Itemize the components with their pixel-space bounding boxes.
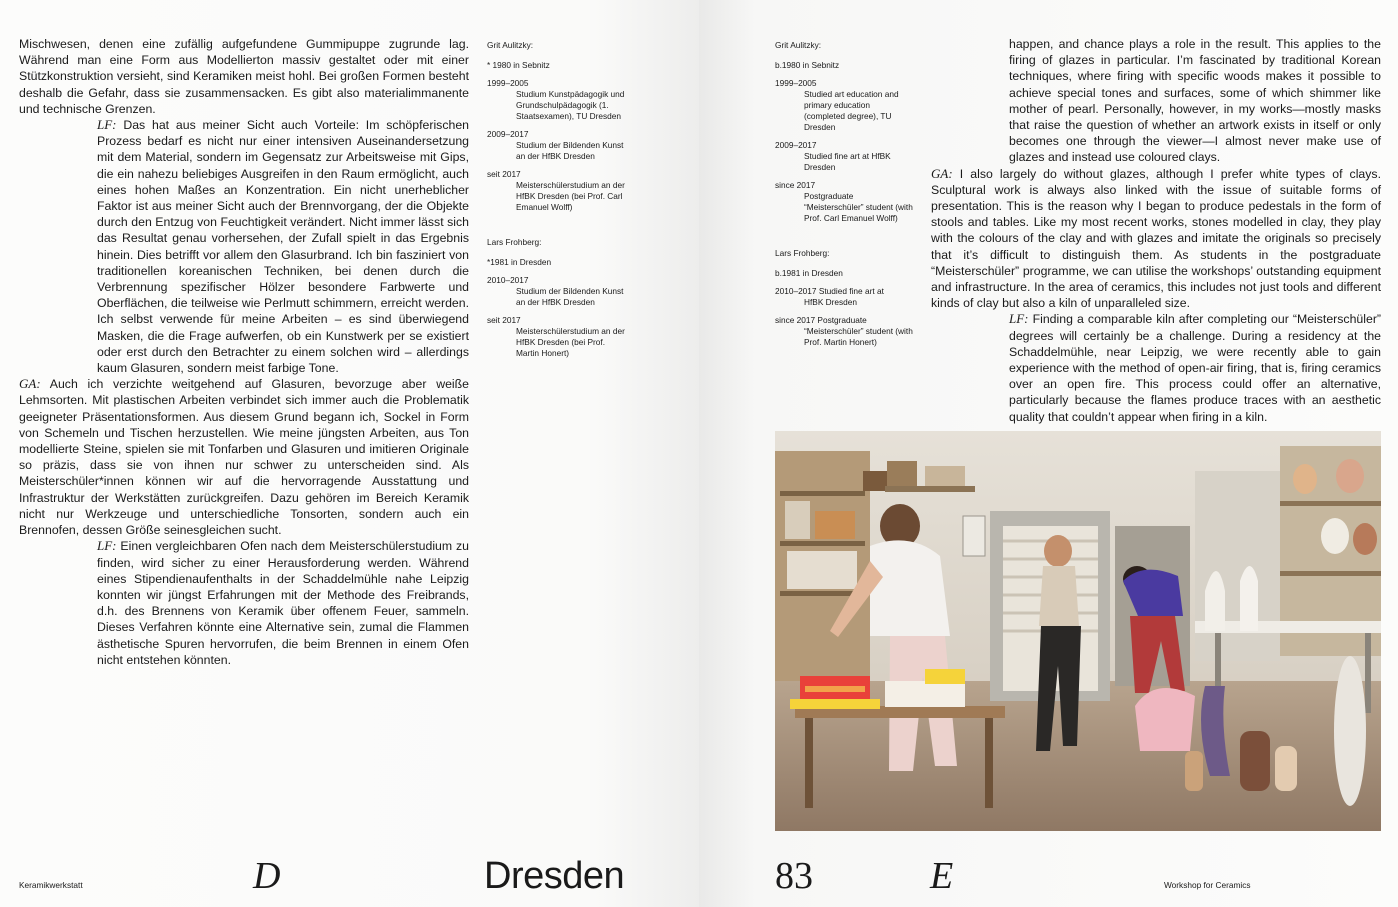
- bio-entry: [487, 129, 625, 162]
- bio-years: seit 2017: [487, 169, 521, 179]
- left-bio-column: [487, 40, 625, 366]
- bio-years: since 2017 Postgraduate: [775, 315, 867, 325]
- paragraph-text: Mischwesen, denen eine zufällig aufgefundene Gummipuppe zugrunde lag. Während man eine Form aus Modellierton massiv gestaltet oder mit einer Stützkonstruktion versieht, sind Keramiken meist hohl. Bei großen Formen besteht deshalb die Gefahr, dass sie zusammensacken. Es gibt also materialimmanente und technische Grenzen.: [19, 37, 469, 116]
- bio-name: Lars Frohberg:: [775, 248, 830, 258]
- page-number: 83: [775, 855, 813, 897]
- bio-entry: [775, 180, 913, 224]
- bio-birth: b.1980 in Sebnitz: [775, 60, 840, 70]
- bio-text: Studium der Bildenden Kunst an der HfBK Dresden: [516, 286, 624, 307]
- paragraph: [19, 376, 469, 538]
- left-letter: D: [253, 855, 281, 897]
- bio-years: 2009–2017: [487, 129, 529, 139]
- bio-text: HfBK Dresden: [804, 297, 858, 307]
- speaker-initials: LF:: [97, 538, 117, 554]
- paragraph: [931, 36, 1381, 166]
- paragraph-text: I also largely do without glazes, although I prefer white types of clays. Sculptural work is always also linked with the issue of suitable forms of presentation. This is the reason why I began to produce pedestals in the form of stools and tables. Like my most recent works, stones modelled in clay, they play with the colours of the clay and with glazes and imitate the originals so precisely that it’s difficult to distinguish them. As students in the postgraduate “Meisterschüler” programme, we can utilise the workshops’ outstanding equipment and infrastructure. In the area of ceramics, this includes not just tools and different kinds of clay but also a kiln of unparalleled size.: [931, 166, 1381, 311]
- bio-years: since 2017: [775, 180, 816, 190]
- right-section-label: Workshop for Ceramics: [1164, 880, 1251, 890]
- bio-years: 2010–2017: [487, 275, 529, 285]
- paragraph-text: Auch ich verzichte weitgehend auf Glasuren, bevorzuge aber weiße Lehmsorten. Mit plastischen Arbeiten verbindet sich immer auch die Problematik geeigneter Präsentationsformen. Aus diesem Grund begann ich, Sockel in Form von Schemeln und Tischen herzustellen. Wie meine jüngsten Arbeiten, aus Ton modellierte Steine, spielen sie mit Tonfarben und Glasuren und imitieren Originale so präzis, dass sie von ihnen nur schwer zu unterscheiden sind. Als Meisterschüler*innen können wir auf die hervorragende Ausstattung und Infrastruktur der Werkstätten zurückgreifen. Dazu gehören im Bereich Keramik nicht nur Werkzeuge und unterschiedliche Tonsorten, sondern auch ein Brennofen, dessen Größe seinesgleichen sucht.: [19, 377, 469, 538]
- paragraph-text: Finding a comparable kiln after completing our “Meisterschüler” degrees will certainly be a challenge. During a residency at the Schaddelmühle, near Leipzig, we were recently able to gain experience with the method of open-air firing, that is, firing ceramics over an open fire. This process could offer an alternative, particularly because the flames produce traces with an aesthetic quality that couldn’t appear when firing in a kiln.: [1009, 312, 1382, 424]
- paragraph: [19, 36, 469, 117]
- bio-text: Postgraduate “Meisterschüler” student (with Prof. Carl Emanuel Wolff): [804, 191, 913, 223]
- bio-text: Studied fine art at HfBK Dresden: [804, 151, 891, 172]
- speaker-initials: GA:: [19, 376, 41, 392]
- bio-birth: b.1981 in Dresden: [775, 268, 843, 278]
- bio-years: seit 2017: [487, 315, 521, 325]
- bio-text: Studium der Bildenden Kunst an der HfBK Dresden: [516, 140, 624, 161]
- right-bio-column: [775, 40, 913, 355]
- bio-entry: [487, 78, 625, 122]
- bio-years: 1999–2005: [775, 78, 817, 88]
- bio-entry: [487, 275, 625, 308]
- bio-name: Grit Aulitzky:: [487, 40, 534, 50]
- bio-text: Studium Kunstpädagogik und Grundschulpädagogik (1. Staatsexamen), TU Dresden: [516, 89, 625, 121]
- speaker-initials: LF:: [97, 117, 117, 133]
- speaker-initials: GA:: [931, 165, 953, 181]
- left-section-label: Keramikwerkstatt: [19, 880, 83, 890]
- right-body-text: [931, 36, 1381, 425]
- paragraph: [931, 166, 1381, 312]
- paragraph: [19, 117, 469, 376]
- bio-birth: * 1980 in Sebnitz: [487, 60, 550, 70]
- bio-entry: [487, 315, 625, 359]
- bio-text: Meisterschülerstudium an der HfBK Dresden (bei Prof. Martin Honert): [516, 326, 625, 358]
- bio-years: 2009–2017: [775, 140, 817, 150]
- bio-entry: [775, 78, 913, 133]
- bio-name: Grit Aulitzky:: [775, 40, 822, 50]
- bio-entry: [775, 286, 913, 308]
- right-letter: E: [930, 855, 954, 897]
- paragraph-text: happen, and chance plays a role in the result. This applies to the firing of glazes in particular. I’m fascinated by traditional Korean techniques, where firing with specific woods makes it possible to achieve special tones and surfaces, some of which shimmer like mother of pearl. Personally, however, in my works—mostly masks that raise the question of whether an artwork exists in itself or only becomes one through the viewer—I almost never make use of glazes and instead use coloured clays.: [1009, 37, 1381, 165]
- paragraph: [19, 538, 469, 668]
- workshop-photo-illustration: [775, 431, 1381, 831]
- speaker-initials: LF:: [1009, 311, 1029, 327]
- city-title: Dresden: [484, 855, 625, 897]
- bio-name: Lars Frohberg:: [487, 237, 542, 247]
- bio-years: 2010–2017 Studied fine art at: [775, 286, 884, 296]
- bio-text: Meisterschülerstudium an der HfBK Dresden (bei Prof. Carl Emanuel Wolff): [516, 180, 625, 212]
- paragraph-text: Das hat aus meiner Sicht auch Vorteile: Im schöpferischen Prozess bedarf es nicht nur einer intensiven Auseinandersetzung mit dem Material, sondern im Gegensatz zur Arbeitsweise mit Gips, die ein nahezu beliebiges Ausgreifen in den Raum ermöglicht, auch eines hohen Maßes an Konzentration. Ein nicht unerheblicher Faktor ist aus meiner Sicht auch der Brennvorgang, der die Objekte durch den Entzug von Feuchtigkeit verändert. Nicht immer lässt sich das Resultat genau vorhersehen, der Zufall spielt in das Ergebnis hinein. Dies betrifft vor allem den Glasurbrand. Ich bin fasziniert von traditionellen koreanischen Techniken, bei denen durch die Verbrennung spezifischer Hölzer besondere Farbwerte und Oberflächen, die teilweise wie Perlmutt schimmern, erreicht werden. Ich selbst verwende für meine Arbeiten – es sind überwiegend Masken, die die Frage aufwerfen, ob ein Kunstwerk per se existiert oder erst durch den Betrachter zu einem solchen wird – allerdings kaum Glasuren, sondern meist farbige Tone.: [97, 118, 469, 376]
- left-body-text: [19, 36, 469, 668]
- bio-entry: [487, 169, 625, 213]
- paragraph-text: Einen vergleichbaren Ofen nach dem Meisterschülerstudium zu finden, wird sicher zu einer Herausforderung werden. Während eines Stipendienaufenthalts in der Schaddelmühle nahe Leipzig konnten wir jüngst Erfahrungen mit der Methode des Freibrands, d.h. des Brennens von Keramik über offenem Feuer, sammeln. Dieses Verfahren könnte eine Alternative sein, zumal die Flammen ästhetische Spuren hervorrufen, die beim Brennen in einem Ofen nicht entstehen könnten.: [97, 539, 470, 667]
- paragraph: [931, 311, 1381, 424]
- bio-text: “Meisterschüler” student (with Prof. Martin Honert): [804, 326, 913, 347]
- bio-entry: [775, 140, 913, 173]
- bio-entry: [775, 315, 913, 348]
- workshop-photo: [775, 431, 1381, 831]
- bio-years: 1999–2005: [487, 78, 529, 88]
- bio-birth: *1981 in Dresden: [487, 257, 552, 267]
- bio-text: Studied art education and primary education (completed degree), TU Dresden: [804, 89, 899, 132]
